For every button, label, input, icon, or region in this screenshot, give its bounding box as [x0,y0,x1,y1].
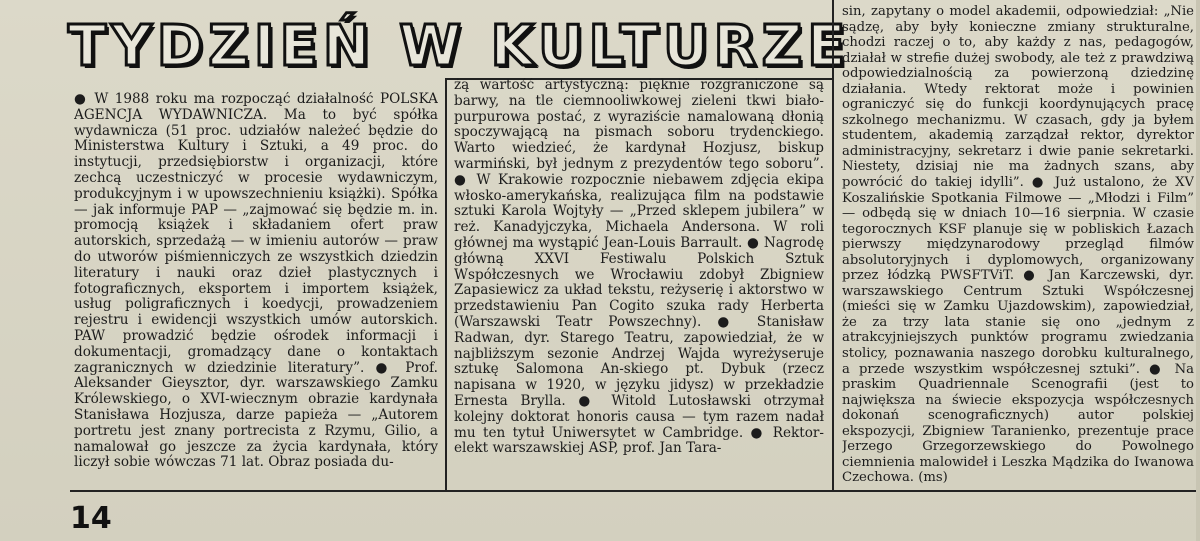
article-column-1: ● W 1988 roku ma rozpocząć działalność POLSKA AGENCJA WYDAWNICZA. Ma to być spółka wydawnicza (51 proc. udziałów należeć będzie do Ministerstwa Kultury i Sztuki, a 49 proc. do instytucji, przedsiębiorstw i organizacji, które zechcą uczestniczyć w procesie wydawniczym, produkcyjnym i w upowszechnieniu książki). Spółka — jak informuje PAP — „zajmować się będzie m. in. promocją książek i składaniem ofert praw autorskich, sprzedażą — w imieniu autorów — praw do utworów piśmienniczych ze wszystkich dziedzin literatury i nauki oraz dzieł plastycznych i fotograficznych, eksportem i importem książek, usług poligraficznych i koedycji, prowadzeniem rejestru i ewidencji wszystkich umów autorskich. PAW prowadzić będzie ośrodek informacji i dokumentacji, gromadzący dane o kontaktach zagranicznych w dziedzinie literatury”. ● Prof. Aleksander Gieysztor, dyr. warszawskiego Zamku Królewskiego, o XVI-wiecznym obrazie kardynała Stanisława Hozjusza, darze papieża — „Autorem portretu jest znany portrecista z Rzymu, Gilio, a namalował go jeszcze za życia kardynała, który liczył sobie wówczas 71 lat. Obraz posiada du- [74,92,438,471]
bottom-rule [70,490,1196,492]
article-headline: TYDZIEŃ W KULTURZE [68,14,851,79]
article-column-2: żą wartość artystyczną: pięknie rozgraniczone są barwy, na tle ciemnooliwkowej zieleni tkwi biało-purpurowa postać, z wyraziście namalowaną dłonią spoczywającą na pismach soboru trydenckiego. Warto wiedzieć, że kardynał Hozjusz, biskup warmiński, był jednym z prezydentów tego soboru”. ● W Krakowie rozpocznie niebawem zdjęcia ekipa włosko-amerykańska, realizująca film na podstawie sztuki Karola Wojtyły — „Przed sklepem jubilera” w reż. Kanadyjczyka, Michaela Andersona. W roli głównej ma wystąpić Jean-Louis Barrault. ● Nagrodę główną XXVI Festiwalu Polskich Sztuk Współczesnych we Wrocławiu zdobył Zbigniew Zapasiewicz za układ tekstu, reżyserię i aktorstwo w przedstawieniu Pan Cogito szuka rady Herberta (Warszawski Teatr Powszechny). ● Stanisław Radwan, dyr. Starego Teatru, zapowiedział, że w najbliższym sezonie Andrzej Wajda wyreżyseruje sztukę Salomona An-skiego pt. Dybuk (rzecz napisana w 1920, w języku jidysz) w przekładzie Ernesta Brylla. ● Witold Lutosławski otrzymał kolejny doktorat honoris causa — tym razem nadał mu ten tytuł Uniwersytet w Cambridge. ● Rektor-elekt warszawskiej ASP, prof. Jan Tara- [454,78,824,457]
column-divider-2 [832,0,834,490]
page-edge [1196,0,1200,541]
article-column-3: sin, zapytany o model akademii, odpowiedział: „Nie sądzę, aby były konieczne zmiany strukturalne, chodzi raczej o to, aby każdy z nas, pedagogów, działał w strefie dużej swobody, ale też z prawdziwą odpowiedzialnością za powierzoną dziedzinę działania. Wtedy rektorat może i powinien ograniczyć się do funkcji koordynujących pracę szkolnego mechanizmu. W czasach, gdy ja byłem studentem, akademią zarządzał rektor, dyrektor administracyjny, sekretarz i dwie panie sekretarki. Niestety, dzisiaj nie ma żadnych szans, aby powrócić do takiej idylli”. ● Już ustalono, że XV Koszalińskie Spotkania Filmowe — „Młodzi i Film” — odbędą się w dniach 10—16 sierpnia. W czasie tegorocznych KSF planuje się w pobliskich Łazach pierwszy międzynarodowy przegląd filmów absolutoryjnych i dyplomowych, organizowany przez łódzką PWSFTViT. ● Jan Karczewski, dyr. warszawskiego Centrum Sztuki Współczesnej (mieści się w Zamku Ujazdowskim), zapowiedział, że za trzy lata stanie się ono „jednym z atrakcyjniejszych punktów programu zwiedzania stolicy, poznawania naszego dorobku kulturalnego, a przede wszystkim współczesnej sztuki”. ● Na praskim Quadriennale Scenografii (jest to największa na świecie ekspozycja współczesnych dokonań scenograficznych) autor polskiej ekspozycji, Zbigniew Taranienko, prezentuje prace Jerzego Grzegorzewskiego do Powolnego ciemnienia malowideł i Leszka Mądzika do Iwanowa Czechowa. (ms) [842,4,1194,486]
page-number: 14 [70,501,112,536]
column-divider-1 [445,80,447,490]
